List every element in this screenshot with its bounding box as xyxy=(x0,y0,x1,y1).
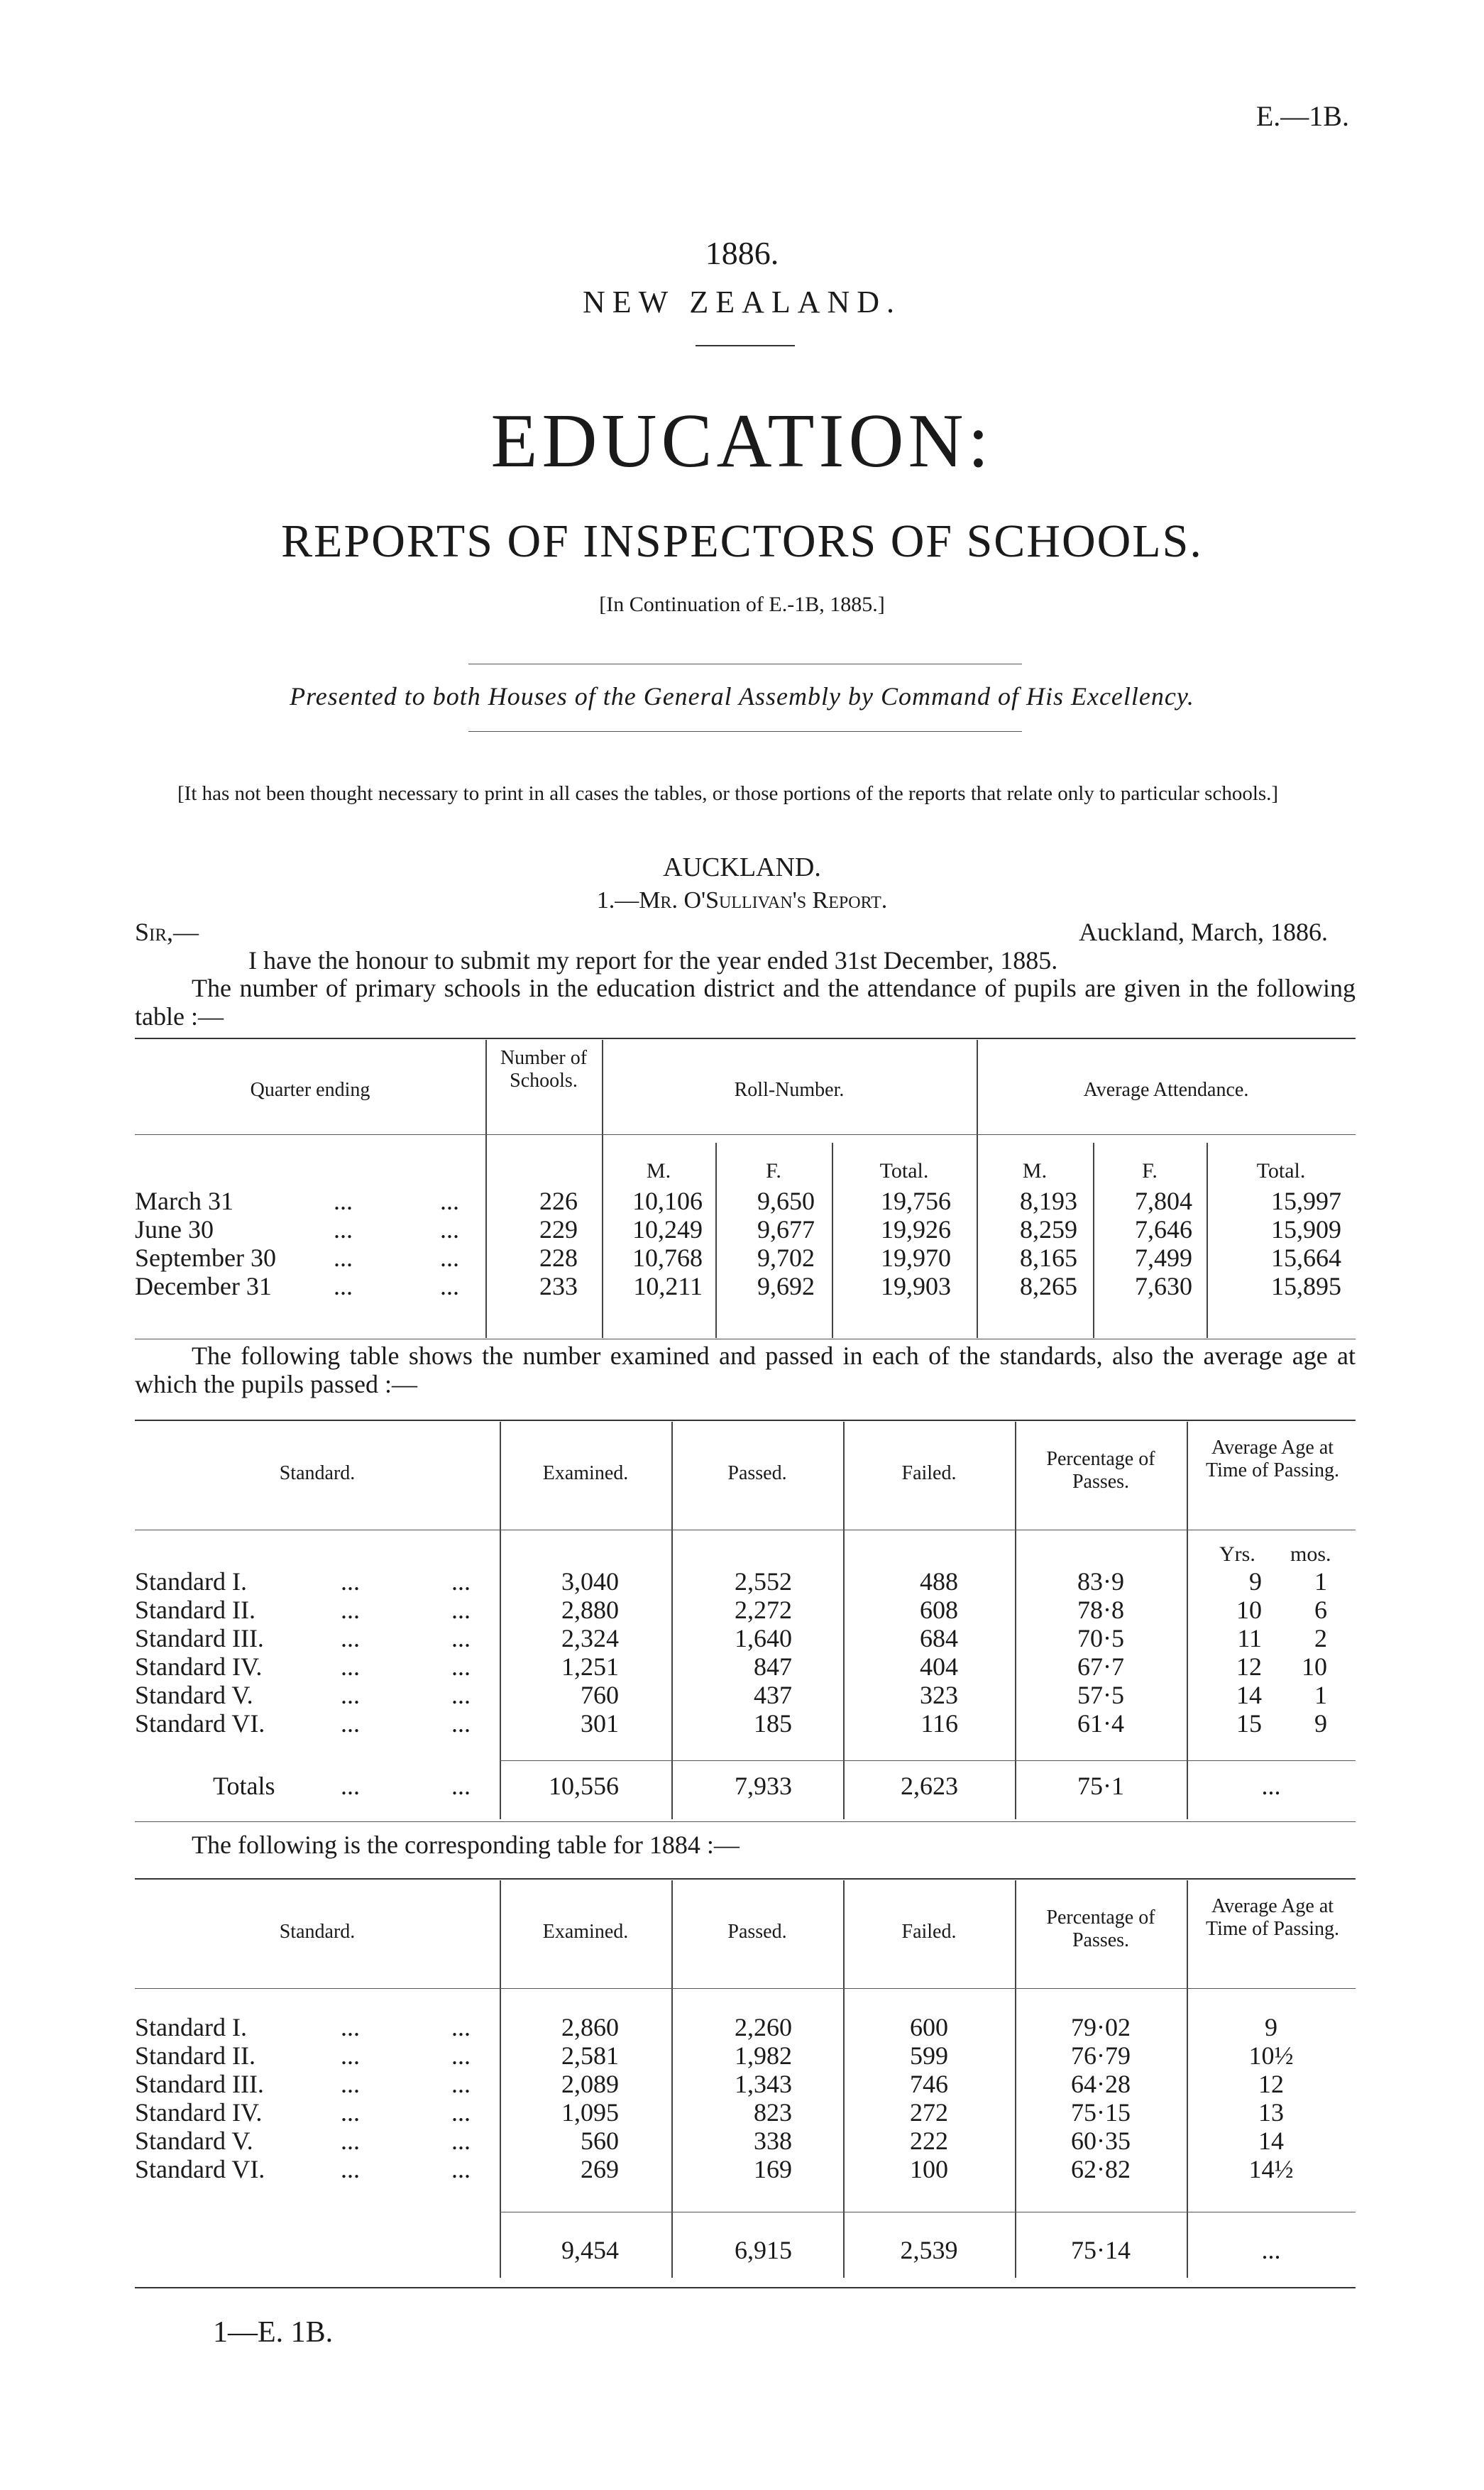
sub-att-f: F. xyxy=(1142,1159,1158,1183)
age-value: 14½ xyxy=(1248,2155,1294,2183)
leader-dots: ... xyxy=(341,2127,360,2155)
header-percentage: Percentage of Passes. xyxy=(1046,1907,1155,1951)
leader-dots: ... xyxy=(341,1772,360,1800)
age-value: 12 xyxy=(1258,2070,1284,2098)
leader-dots: ... xyxy=(451,1567,471,1596)
leader-dots: ... xyxy=(451,1681,471,1709)
totals-failed: 2,623 xyxy=(901,1772,958,1800)
roll-m-value: 10,768 xyxy=(632,1244,703,1272)
subtitle: REPORTS OF INSPECTORS OF SCHOOLS. xyxy=(281,515,1203,567)
leader-dots: ... xyxy=(341,1652,360,1681)
standard-label: Standard II. xyxy=(135,1596,255,1624)
leader-dots: ... xyxy=(440,1272,459,1300)
leader-dots: ... xyxy=(451,2155,471,2183)
quarter-label: March 31 xyxy=(135,1187,233,1215)
table1-header-rule xyxy=(135,1134,1356,1135)
roll-f-value: 9,702 xyxy=(757,1244,815,1272)
roll-f-value: 9,692 xyxy=(757,1272,815,1300)
standard-label: Standard IV. xyxy=(135,2098,263,2127)
quarter-label: June 30 xyxy=(135,1215,214,1244)
leader-dots: ... xyxy=(341,2155,360,2183)
roll-m-value: 10,211 xyxy=(633,1272,703,1300)
att-f-value: 7,499 xyxy=(1135,1244,1192,1272)
header-average-age: Average Age at Time of Passing. xyxy=(1205,1437,1339,1481)
totals-age: ... xyxy=(1261,2236,1281,2264)
leader-dots: ... xyxy=(334,1187,353,1215)
header-percentage: Percentage of Passes. xyxy=(1046,1448,1155,1493)
header-average-age: Average Age at Time of Passing. xyxy=(1205,1895,1339,1940)
att-f-value: 7,804 xyxy=(1135,1187,1192,1215)
age-value: 14 xyxy=(1258,2127,1284,2155)
passed-value: 1,982 xyxy=(735,2041,792,2070)
att-m-value: 8,259 xyxy=(1020,1215,1077,1244)
sub-roll-m: M. xyxy=(646,1159,671,1183)
header-examined: Examined. xyxy=(542,1462,629,1484)
examined-value: 3,040 xyxy=(561,1567,619,1596)
att-f-value: 7,646 xyxy=(1135,1215,1192,1244)
region-heading: AUCKLAND. xyxy=(663,852,821,882)
passed-value: 169 xyxy=(754,2155,792,2183)
salutation: Sir,— xyxy=(135,918,199,946)
totals-failed: 2,539 xyxy=(900,2236,958,2264)
failed-value: 488 xyxy=(920,1567,958,1596)
percentage-value: 75·15 xyxy=(1071,2098,1131,2127)
header-passed: Passed. xyxy=(727,1462,787,1484)
schools-value: 229 xyxy=(539,1215,578,1244)
paragraph-4: The following is the corresponding table for 1884 :— xyxy=(192,1831,740,1859)
sub-roll-total: Total. xyxy=(879,1159,929,1183)
percentage-value: 70·5 xyxy=(1077,1624,1124,1652)
leader-dots: ... xyxy=(451,2098,471,2127)
schools-value: 226 xyxy=(539,1187,578,1215)
totals-label: Totals xyxy=(213,1772,275,1800)
standard-label: Standard III. xyxy=(135,2070,264,2098)
passed-value: 823 xyxy=(754,2098,792,2127)
table1-top-rule xyxy=(135,1038,1356,1039)
place-date: Auckland, March, 1886. xyxy=(1079,918,1328,946)
failed-value: 599 xyxy=(910,2041,948,2070)
header-standard: Standard. xyxy=(279,1921,356,1943)
totals-percentage: 75·14 xyxy=(1071,2236,1131,2264)
roll-m-value: 10,249 xyxy=(632,1215,703,1244)
failed-value: 404 xyxy=(920,1652,958,1681)
examined-value: 560 xyxy=(581,2127,619,2155)
att-total-value: 15,895 xyxy=(1271,1272,1341,1300)
age-value: 10½ xyxy=(1248,2041,1294,2070)
leader-dots: ... xyxy=(451,1596,471,1624)
percentage-value: 64·28 xyxy=(1071,2070,1131,2098)
table3-top-rule xyxy=(135,1878,1356,1880)
passed-value: 1,343 xyxy=(735,2070,792,2098)
editorial-note: [It has not been thought necessary to print in all cases the tables, or those portions of the reports that relate only to particular schools.] xyxy=(177,782,1279,805)
leader-dots: ... xyxy=(440,1215,459,1244)
failed-value: 222 xyxy=(910,2127,948,2155)
unit-months: mos. xyxy=(1290,1542,1331,1566)
age-value: 13 xyxy=(1258,2098,1284,2127)
standard-label: Standard IV. xyxy=(135,1652,263,1681)
failed-value: 100 xyxy=(910,2155,948,2183)
header-number-of-schools: Number of Schools. xyxy=(500,1047,588,1092)
failed-value: 272 xyxy=(910,2098,948,2127)
report-title: 1.—Mr. O'Sullivan's Report. xyxy=(596,887,888,914)
table2-bottom-rule xyxy=(135,1821,1356,1822)
title-rule xyxy=(696,345,795,346)
passed-value: 2,260 xyxy=(735,2013,792,2041)
totals-examined: 9,454 xyxy=(561,2236,619,2264)
att-total-value: 15,664 xyxy=(1271,1244,1341,1272)
standard-label: Standard VI. xyxy=(135,2155,265,2183)
leader-dots: ... xyxy=(341,2013,360,2041)
age-years-value: 10 xyxy=(1236,1596,1262,1624)
passed-value: 2,272 xyxy=(735,1596,792,1624)
percentage-value: 67·7 xyxy=(1077,1652,1124,1681)
leader-dots: ... xyxy=(334,1244,353,1272)
leader-dots: ... xyxy=(341,1624,360,1652)
totals-examined: 10,556 xyxy=(549,1772,619,1800)
examined-value: 1,095 xyxy=(561,2098,619,2127)
year: 1886. xyxy=(705,235,779,271)
leader-dots: ... xyxy=(451,2127,471,2155)
failed-value: 323 xyxy=(920,1681,958,1709)
passed-value: 847 xyxy=(754,1652,792,1681)
roll-total-value: 19,756 xyxy=(881,1187,951,1215)
page-signature: 1—E. 1B. xyxy=(213,2316,334,2349)
failed-value: 684 xyxy=(920,1624,958,1652)
paragraph-2: The number of primary schools in the education district and the attendance of pupils are given in the following table :— xyxy=(135,974,1356,1031)
examined-value: 2,324 xyxy=(561,1624,619,1652)
schools-value: 228 xyxy=(539,1244,578,1272)
passed-value: 1,640 xyxy=(735,1624,792,1652)
leader-dots: ... xyxy=(334,1272,353,1300)
passed-value: 2,552 xyxy=(735,1567,792,1596)
header-failed: Failed. xyxy=(901,1462,957,1484)
quarter-label: September 30 xyxy=(135,1244,276,1272)
examined-value: 760 xyxy=(581,1681,619,1709)
percentage-value: 78·8 xyxy=(1077,1596,1124,1624)
paragraph-1: I have the honour to submit my report for the year ended 31st December, 1885. xyxy=(248,946,1058,975)
header-standard: Standard. xyxy=(279,1462,356,1484)
leader-dots: ... xyxy=(341,2041,360,2070)
passed-value: 437 xyxy=(754,1681,792,1709)
schools-value: 233 xyxy=(539,1272,578,1300)
paragraph-3: The following table shows the number examined and passed in each of the standards, also the average age at which the pupils passed :— xyxy=(135,1342,1356,1398)
age-years-value: 12 xyxy=(1236,1652,1262,1681)
examined-value: 301 xyxy=(581,1709,619,1738)
att-f-value: 7,630 xyxy=(1135,1272,1192,1300)
age-value: 9 xyxy=(1265,2013,1277,2041)
leader-dots: ... xyxy=(451,2013,471,2041)
leader-dots: ... xyxy=(451,2041,471,2070)
standard-label: Standard III. xyxy=(135,1624,264,1652)
passed-value: 338 xyxy=(754,2127,792,2155)
standard-label: Standard V. xyxy=(135,2127,253,2155)
leader-dots: ... xyxy=(334,1215,353,1244)
examined-value: 2,860 xyxy=(561,2013,619,2041)
standard-label: Standard II. xyxy=(135,2041,255,2070)
table2-totals-rule xyxy=(500,1760,1356,1761)
leader-dots: ... xyxy=(451,1709,471,1738)
percentage-value: 76·79 xyxy=(1071,2041,1131,2070)
age-months-value: 10 xyxy=(1302,1652,1327,1681)
leader-dots: ... xyxy=(341,1567,360,1596)
standard-label: Standard VI. xyxy=(135,1709,265,1738)
totals-passed: 6,915 xyxy=(735,2236,792,2264)
age-months-value: 6 xyxy=(1314,1596,1327,1624)
totals-age: ... xyxy=(1261,1772,1281,1800)
leader-dots: ... xyxy=(451,1772,471,1800)
age-months-value: 1 xyxy=(1314,1567,1327,1596)
rule-below-presented xyxy=(468,731,1022,732)
age-years-value: 11 xyxy=(1237,1624,1262,1652)
table3-header-rule xyxy=(135,1988,1356,1989)
roll-total-value: 19,903 xyxy=(881,1272,951,1300)
percentage-value: 62·82 xyxy=(1071,2155,1131,2183)
header-quarter-ending: Quarter ending xyxy=(250,1079,370,1101)
leader-dots: ... xyxy=(341,1596,360,1624)
standard-label: Standard V. xyxy=(135,1681,253,1709)
sub-roll-f: F. xyxy=(766,1159,781,1183)
standard-label: Standard I. xyxy=(135,1567,247,1596)
quarter-label: December 31 xyxy=(135,1272,272,1300)
leader-dots: ... xyxy=(451,1624,471,1652)
att-m-value: 8,265 xyxy=(1020,1272,1077,1300)
header-failed: Failed. xyxy=(901,1921,957,1943)
failed-value: 608 xyxy=(920,1596,958,1624)
age-years-value: 15 xyxy=(1236,1709,1262,1738)
header-passed: Passed. xyxy=(727,1921,787,1943)
totals-percentage: 75·1 xyxy=(1077,1772,1124,1800)
presented-line: Presented to both Houses of the General Assembly by Command of His Excellency. xyxy=(290,682,1194,711)
title: EDUCATION: xyxy=(490,399,994,483)
age-months-value: 9 xyxy=(1314,1709,1327,1738)
leader-dots: ... xyxy=(451,2070,471,2098)
percentage-value: 60·35 xyxy=(1071,2127,1131,2155)
leader-dots: ... xyxy=(440,1187,459,1215)
age-months-value: 2 xyxy=(1314,1624,1327,1652)
examined-value: 2,581 xyxy=(561,2041,619,2070)
percentage-value: 79·02 xyxy=(1071,2013,1131,2041)
header-roll-number: Roll-Number. xyxy=(734,1079,845,1101)
country: NEW ZEALAND. xyxy=(582,285,902,319)
leader-dots: ... xyxy=(440,1244,459,1272)
leader-dots: ... xyxy=(341,2098,360,2127)
continuation: [In Continuation of E.-1B, 1885.] xyxy=(599,593,885,616)
passed-value: 185 xyxy=(754,1709,792,1738)
sub-att-m: M. xyxy=(1022,1159,1048,1183)
att-m-value: 8,193 xyxy=(1020,1187,1077,1215)
age-months-value: 1 xyxy=(1314,1681,1327,1709)
percentage-value: 83·9 xyxy=(1077,1567,1124,1596)
roll-f-value: 9,650 xyxy=(757,1187,815,1215)
roll-total-value: 19,970 xyxy=(881,1244,951,1272)
standard-label: Standard I. xyxy=(135,2013,247,2041)
failed-value: 746 xyxy=(910,2070,948,2098)
failed-value: 116 xyxy=(920,1709,958,1738)
att-total-value: 15,997 xyxy=(1271,1187,1341,1215)
page-reference: E.—1B. xyxy=(1255,100,1349,132)
percentage-value: 61·4 xyxy=(1077,1709,1124,1738)
att-m-value: 8,165 xyxy=(1020,1244,1077,1272)
examined-value: 1,251 xyxy=(561,1652,619,1681)
leader-dots: ... xyxy=(451,1652,471,1681)
sub-att-total: Total. xyxy=(1256,1159,1306,1183)
header-examined: Examined. xyxy=(542,1921,629,1943)
leader-dots: ... xyxy=(341,1709,360,1738)
leader-dots: ... xyxy=(341,1681,360,1709)
age-years-value: 14 xyxy=(1236,1681,1262,1709)
age-years-value: 9 xyxy=(1249,1567,1262,1596)
roll-total-value: 19,926 xyxy=(881,1215,951,1244)
examined-value: 269 xyxy=(581,2155,619,2183)
totals-passed: 7,933 xyxy=(735,1772,792,1800)
leader-dots: ... xyxy=(341,2070,360,2098)
att-total-value: 15,909 xyxy=(1271,1215,1341,1244)
failed-value: 600 xyxy=(910,2013,948,2041)
unit-years: Yrs. xyxy=(1219,1542,1255,1566)
header-average-attendance: Average Attendance. xyxy=(1083,1079,1249,1101)
table3-bottom-rule xyxy=(135,2287,1356,2288)
roll-m-value: 10,106 xyxy=(632,1187,703,1215)
examined-value: 2,880 xyxy=(561,1596,619,1624)
roll-f-value: 9,677 xyxy=(757,1215,815,1244)
examined-value: 2,089 xyxy=(561,2070,619,2098)
table2-top-rule xyxy=(135,1420,1356,1421)
percentage-value: 57·5 xyxy=(1077,1681,1124,1709)
